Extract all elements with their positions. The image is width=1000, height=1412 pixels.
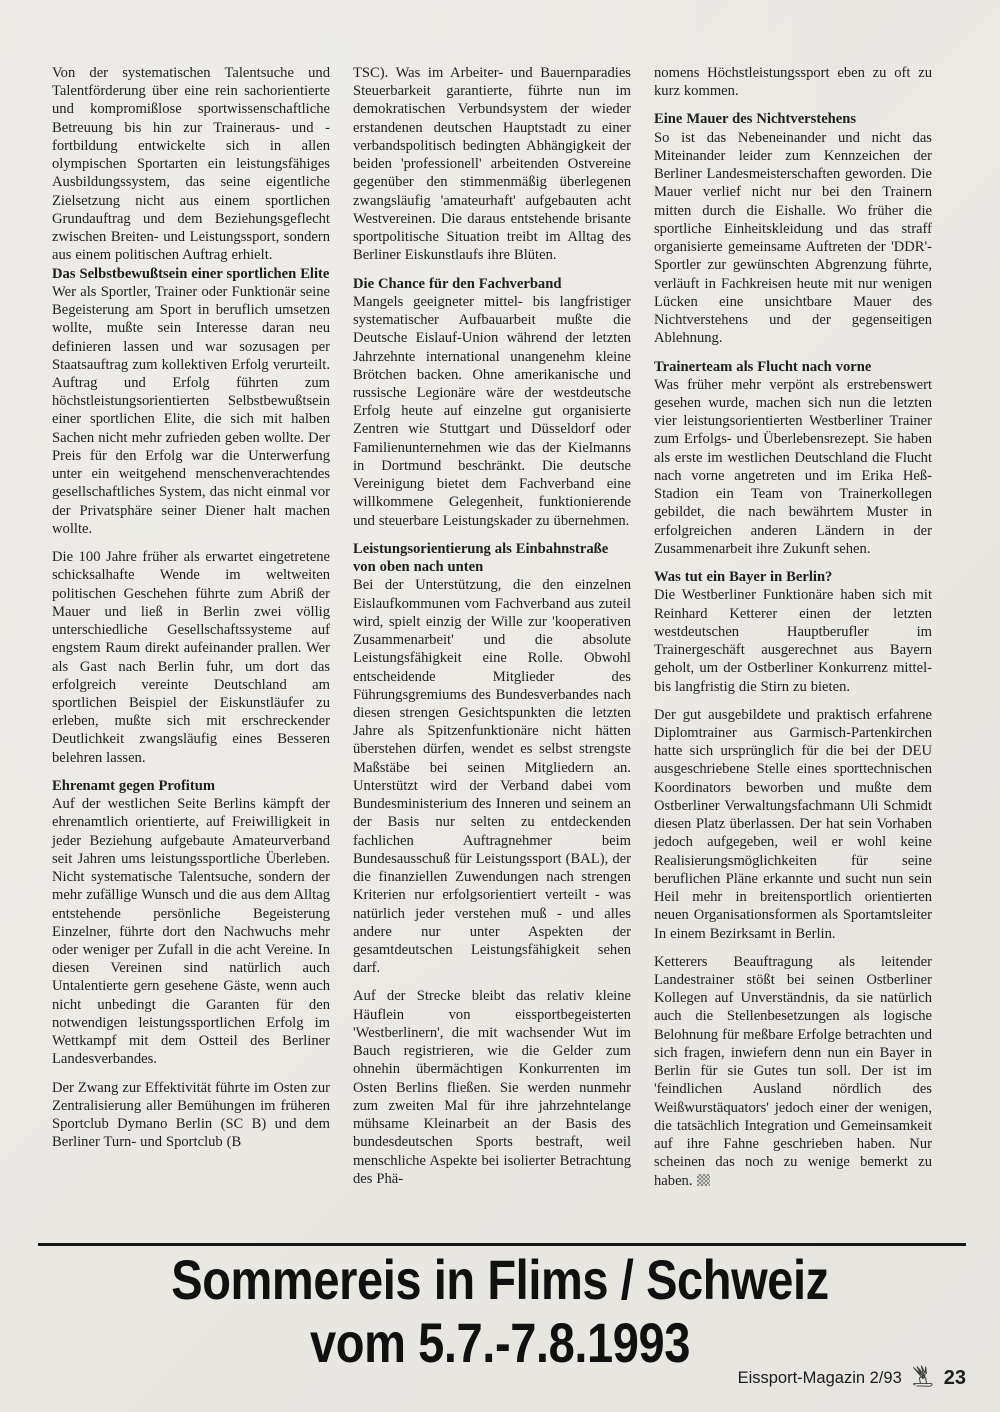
section-heading: Ehrenamt gegen Profitum <box>52 777 215 794</box>
event-banner <box>0 1250 1000 1373</box>
article-paragraph: Mangels geeigneter mittel- bis langfristiger systematischer Aufbauarbeit mußte die Deutsche Eislauf-Union während der letzten Jahrzehnte international unangenehm kleine Brötchen backen. Ohne amerikanische und russische Legionäre wäre der westdeutsche Erfolg heute auf einzelne gut organisierte Zentren wie Stuttgart und Düsseldorf oder Familienunternehmen wie das der Kielmanns in Dortmund beschränkt. Die deutsche Vereinigung bietet dem Fachverband eine willkommene Gelegenheit, funktionierende und steuerbare Leistungskader zu übernehmen. <box>353 293 631 529</box>
article-paragraph: Von der systematischen Talentsuche und Talentförderung über eine rein sachorientierte und kompromißlose sportwissenschaftliche Betreuung bis hin zur Traineraus- und -fortbildung entwickelte sich in allen olympischen Sportarten ein leistungsfähiges Ausbildungssystem, das seine eigentliche Zielsetzung nicht aus einem sportlichen Grundauftrag und dem Beziehungsgeflecht zwischen Breiten- und Leistungssport, sondern aus einem politischen Auftrag erhielt. <box>52 65 330 264</box>
section-heading: Eine Mauer des Nichtverstehens <box>654 111 857 128</box>
banner-date: vom 5.7.-7.8.1993 <box>310 1311 690 1375</box>
article-paragraph: So ist das Nebeneinander und nicht das Miteinander leider zum Kennzeichen der Berliner Landesmeisterschaften geworden. Die Mauer verlief nicht nur bei den Trainern mitten durch die Eishalle. Wo früher die sportliche Einheitskleidung und das straff organisierte gemeinsame Auftreten der 'DDR'-Sportler zur gewünschten Abgrenzung führte, verläuft in Fachkreisen heute mit nur wenigen Lücken eine unsichtbare Mauer des Nichtverstehens und der gegenseitigen Ablehnung. <box>654 129 932 347</box>
section-heading: Das Selbstbewußtsein einer sportlichen Elite <box>52 265 330 282</box>
article-paragraph: Wer als Sportler, Trainer oder Funktionär seine Begeisterung am Sport in beruflich umsetzen wollte, mußte sein Interesse daran neu definieren lassen und war sozusagen per Staatsauftrag zum kollektiven Erfolg verurteilt. Auftrag und Erfolg führten zum höchstleistungsorientierten Selbstbewußtsein einer sportlichen Elite, die sich mit halben Sachen nicht mehr zufrieden geben wollte. Der Preis für den Erfolg war die Unterwerfung unter ein weitgehend menschenverachtendes gesellschaftliches System, das nicht einmal vor der Privatsphäre seiner Diener halt machen wollte. <box>52 283 330 537</box>
article-paragraph <box>654 953 932 1190</box>
column-right <box>654 64 932 1190</box>
article-paragraph: Auf der Strecke bleibt das relativ kleine Häuflein von eissportbegeisterten 'Westberlinern', die mit wachsender Wut im Bauch registrieren, wie die Gelder zum ohnehin übermächtigen Konkurrenten im Osten Berlins fließen. Sie werden nunmehr zum zweiten Mal für ihre jahrzehntelange mühsame Kleinarbeit an der Basis des bundesdeutschen Sports bestraft, weil menschliche Aspekte bei isolierter Betrachtung des Phä- <box>353 988 631 1187</box>
page-number: 23 <box>943 1367 966 1389</box>
article-paragraph: TSC). Was im Arbeiter- und Bauernparadies Steuerbarkeit garantierte, führte nun im demokratischen Verbundsystem der wieder erstandenen deutschen Hauptstadt zu einer verbandspolitisch bedingten Abhängigkeit der beiden 'professionell' arbeitenden Ostvereine gegenüber den stimmenmäßig überlegenen zwangsläufig 'amateurhaft' aufgebauten acht Westvereinen. Die daraus entstehende brisante sportpolitische Situation treibt im Alltag des Berliner Eiskunstlaufs ihre Blüten. <box>353 65 631 264</box>
horizontal-divider <box>38 1243 966 1246</box>
article-paragraph: Was früher mehr verpönt als erstrebenswert gesehen wurde, machen sich nun die letzten vier leistungsorientierten Westberliner Trainer zum Erfolgs- und Überlebensrezept. Sie haben als erste im westlichen Deutschland die Flucht nach vorne angetreten und im Erika Heß-Stadion ein Team von Trainerkollegen gebildet, die nach bewährtem Muster in erfolgreichen anderen Ländern in der Zusammenarbeit ihre Zukunft sehen. <box>654 376 932 557</box>
winged-skate-logo-icon <box>909 1363 937 1391</box>
end-of-article-marker-icon <box>697 1174 710 1186</box>
article-columns <box>52 64 932 1190</box>
section-heading: Die Chance für den Fachverband <box>353 275 562 292</box>
article-paragraph: Der gut ausgebildete und praktisch erfahrene Diplomtrainer aus Garmisch-Partenkirchen hatte sich ursprünglich für die bei der DEU ausgeschriebene Stelle eines sporttechnischen Koordinators beworben und mußte dem Ostberliner Verwaltungsfachmann Uli Schmidt diesen Platz überlassen. Der hat sein Vorhaben jedoch aufgegeben, weil er wohl keine Realisierungsmöglichkeiten für seine beruflichen Pläne erkannte und sucht nun sein Heil mehr in breitensportlich orientierten neuen Organisationsformen als Sportamtsleiter In einem Bezirksamt in Berlin. <box>654 706 932 942</box>
article-paragraph: nomens Höchstleistungssport eben zu oft zu kurz kommen. <box>654 65 932 100</box>
article-paragraph: Die Westberliner Funktionäre haben sich mit Reinhard Ketterer einen der letzten westdeutschen Hauptberufler im Trainergeschäft ausgerechnet aus Bayern geholt, um der Ostberliner Konkurrenz mittel- bis langfristig die Stirn zu bieten. <box>654 587 932 695</box>
section-heading: Trainerteam als Flucht nach vorne <box>654 358 872 375</box>
article-paragraph: Bei der Unterstützung, die den einzelnen Eislaufkommunen vom Fachverband aus zuteil wird, spielt einzig der Wille zur 'kooperativen Zusammenarbeit' und die absolute Leistungsfähigkeit eine Rolle. Obwohl entscheidende Mitglieder des Führungsgremiums des Bundesverbandes nach diesen strengen Gesichtspunkten die letzten Jahre als Spitzenfunktionäre nicht hätten überstehen dürfen, wendet es selbst strengste Maßstäbe bei seinen Mitgliedern an. Unterstützt wird der Verband dabei vom Bundesministerium des Inneren und seinem an der Basis nur selten zu entdeckenden fachlichen Auftragnehmer beim Bundesausschuß für Leistungssport (BAL), der die finanziellen Zuwendungen nach strengen Kriterien nur erfolgsorientiert verteilt - was natürlich jeder verstehen muß - und alles andere nur unter Aspekten der gesamtdeutschen Leistungsfähigkeit sehen darf. <box>353 577 631 977</box>
page-footer <box>738 1366 966 1391</box>
column-left <box>52 64 330 1190</box>
article-paragraph: Die 100 Jahre früher als erwartet eingetretene schicksalhafte Wende im weltweiten politischen Geschehen führte zum Abriß der Mauer und ließ in Berlin zwei völlig unterschiedliche Gesellschaftssysteme auf engstem Raum direkt aufeinander prallen. Wer als Gast nach Berlin fuhr, um dort das erfolgreich vereinte Deutschland am sportlichen Beispiel der Eiskunstläufer zu erleben, mußte sich mit erschreckender Deutlichkeit zwangsläufig eines Besseren belehren lassen. <box>52 549 330 766</box>
column-middle <box>353 64 631 1190</box>
banner-title: Sommereis in Flims / Schweiz <box>171 1248 829 1311</box>
section-heading: Was tut ein Bayer in Berlin? <box>654 569 833 586</box>
article-paragraph: Der Zwang zur Effektivität führte im Osten zur Zentralisierung aller Bemühungen im früheren Sportclub Dymano Berlin (SC B) und dem Berliner Turn- und Sportclub (B <box>52 1079 330 1151</box>
article-paragraph: Auf der westlichen Seite Berlins kämpft der ehrenamtlich orientierte, auf Freiwilligkeit in jeder Beziehung aufgebaute Amateurverband seit Jahren ums leistungssportliche Überleben. Nicht systematische Talentsuche, sondern der mehr zufällige Wunsch und die aus dem Alltag entstehende persönliche Begeisterung Einzelner, führte dort den Nachwuchs mehr oder weniger per Zufall in die acht Vereine. In diesen Vereinen sind natürlich auch Untalentierte gern gesehene Gäste, wenn auch nicht unbedingt die Garanten für den notwendigen leistungssportlichen Erfolg im Wettkampf mit dem Ostteil des Berliner Landesverbandes. <box>52 796 330 1068</box>
footer-magazine-label: Eissport-Magazin 2/93 <box>737 1369 902 1387</box>
section-heading: Leistungsorientierung als Einbahnstraße von oben nach unten <box>353 540 609 576</box>
paragraph-text: Ketterers Beauftragung als leitender Landestrainer stößt bei seinen Ostberliner Kollegen auf Unverständnis, da sie natürlich auch die Stellenbesetzungen als logische Belohnung für meßbare Erfolge betrachten und sich fragen, inwiefern denn nun ein Bayer in Berlin für sie Gutes tun soll. Der ist im 'feindlichen Ausland nördlich des Weißwurstäquators' jedoch einer der wenigen, die tatsächlich Integration und Gemeinsamkeit auf ihre Fahne geschrieben haben. Nur scheinen das noch zu wenige bemerkt zu haben. <box>654 953 932 1189</box>
